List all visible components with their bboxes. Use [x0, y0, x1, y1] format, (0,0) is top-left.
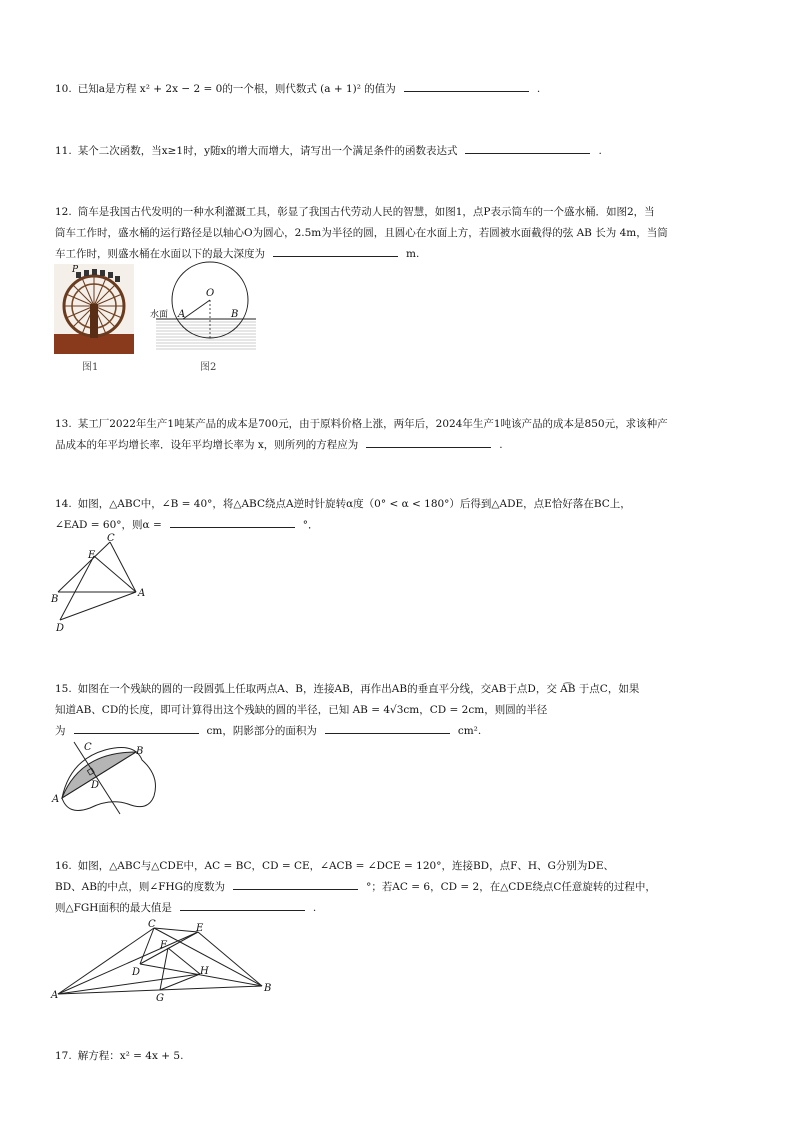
answer-blank[interactable]	[404, 79, 529, 92]
answer-blank[interactable]	[170, 515, 295, 528]
question-text-line2: 品成本的年平均增长率．设年平均增长率为 x，则所列的方程应为	[55, 439, 359, 451]
label-B: B	[51, 594, 59, 605]
label-F: F	[160, 940, 167, 951]
question-11	[55, 141, 745, 162]
question-end: m.	[406, 248, 420, 260]
label-O: O	[206, 288, 215, 299]
label-E: E	[196, 923, 204, 934]
label-G: G	[156, 993, 164, 1004]
question-text-line2b: °；若AC = 6，CD = 2，在△CDE绕点C任意旋转的过程中，	[366, 881, 656, 893]
question-text-line2: 知道AB、CD的长度，即可计算得出这个残缺的圆的半径，已知 AB = 4√3cm，CD = 2cm，则圆的半径	[55, 704, 548, 716]
question-end: .	[536, 83, 541, 95]
rotation-triangle-diagram	[50, 533, 150, 634]
question-text-line1: 如图在一个残缺的圆的一段圆弧上任取两点A、B，连接AB，再作出AB的垂直平分线，交AB于点D，交 A͡B 于点C，如果	[77, 683, 640, 695]
question-number: 17.	[55, 1050, 72, 1062]
figure-1-caption: 图1	[82, 362, 99, 373]
label-E: E	[88, 550, 96, 561]
question-number: 10.	[55, 83, 72, 95]
label-H: H	[200, 966, 209, 977]
question-text-line1: 筒车是我国古代发明的一种水利灌溉工具，彰显了我国古代劳动人民的智慧，如图1，点P表示筒车的一个盛水桶．如图2，当	[77, 206, 655, 218]
question-text-line3b: cm，阴影部分的面积为	[206, 725, 317, 737]
question-text-line2a: BD、AB的中点，则∠FHG的度数为	[55, 881, 226, 893]
question-number: 13.	[55, 418, 72, 430]
radius-answer-blank[interactable]	[74, 721, 199, 734]
label-A: A	[138, 588, 146, 599]
question-text: 已知a是方程 x² + 2x − 2 = 0的一个根，则代数式 (a + 1)² 的值为	[77, 83, 396, 95]
two-triangles-diagram	[50, 918, 280, 1004]
question-number: 16.	[55, 860, 72, 872]
area-answer-blank[interactable]	[325, 721, 450, 734]
question-number: 11.	[55, 145, 72, 157]
label-B: B	[264, 983, 272, 994]
question-text-line1: 如图，△ABC中，∠B = 40°，将△ABC绕点A逆时针旋转α度（0° < α < 180°）后得到△ADE，点E恰好落在BC上，	[77, 498, 631, 510]
area-answer-blank[interactable]	[180, 898, 305, 911]
question-12	[55, 202, 745, 265]
question-10	[55, 79, 745, 100]
question-text-line3: 车工作时，则盛水桶在水面以下的最大深度为	[55, 248, 265, 260]
question-text-line3: 则△FGH面积的最大值是	[55, 902, 172, 914]
question-text: 解方程：x² = 4x + 5.	[77, 1050, 184, 1062]
answer-blank[interactable]	[366, 435, 491, 448]
question-text-line3c: cm².	[457, 725, 482, 737]
label-C: C	[107, 533, 115, 544]
question-17	[55, 1046, 745, 1067]
question-text: 某个二次函数，当x≥1时，y随x的增大而增大，请写出一个满足条件的函数表达式	[77, 145, 458, 157]
label-B: B	[136, 746, 144, 757]
label-D: D	[132, 967, 141, 978]
water-wheel-photo	[54, 264, 134, 354]
figure-2-caption: 图2	[200, 362, 217, 373]
label-P: P	[72, 265, 79, 275]
label-B: B	[231, 309, 239, 320]
question-15	[55, 679, 745, 742]
label-A: A	[52, 794, 60, 805]
answer-blank[interactable]	[465, 141, 590, 154]
question-text-line1: 如图，△ABC与△CDE中，AC = BC，CD = CE，∠ACB = ∠DCE = 120°，连接BD，点F、H、G分别为DE、	[77, 860, 614, 872]
question-text-line3a: 为	[55, 725, 66, 737]
label-D: D	[56, 623, 65, 634]
question-end: °．	[302, 519, 319, 531]
circle-water-diagram	[148, 264, 258, 356]
label-C: C	[84, 742, 92, 753]
broken-circle-diagram	[50, 738, 162, 818]
label-C: C	[148, 919, 156, 930]
question-text-line2: 筒车工作时，盛水桶的运行路径是以轴心O为圆心，2.5m为半径的圆，且圆心在水面上方，若圆被水面截得的弦 AB 长为 4m，当筒	[55, 227, 668, 239]
question-text-line1: 某工厂2022年生产1吨某产品的成本是700元，由于原料价格上涨，两年后，2024年生产1吨该产品的成本是850元，求该种产	[77, 418, 668, 430]
question-number: 15.	[55, 683, 72, 695]
question-13	[55, 414, 745, 456]
label-A: A	[178, 309, 186, 320]
label-water-surface: 水面	[150, 310, 169, 320]
answer-blank[interactable]	[273, 244, 398, 257]
question-end: .	[598, 145, 602, 157]
question-end: .	[499, 439, 503, 451]
question-16	[55, 856, 745, 919]
label-A: A	[51, 990, 59, 1001]
question-14	[55, 494, 745, 536]
angle-answer-blank[interactable]	[233, 877, 358, 890]
question-text-line2: ∠EAD = 60°，则α =	[55, 519, 162, 531]
label-D: D	[91, 780, 100, 791]
question-number: 12.	[55, 206, 72, 218]
question-number: 14.	[55, 498, 72, 510]
question-end: .	[312, 902, 317, 914]
